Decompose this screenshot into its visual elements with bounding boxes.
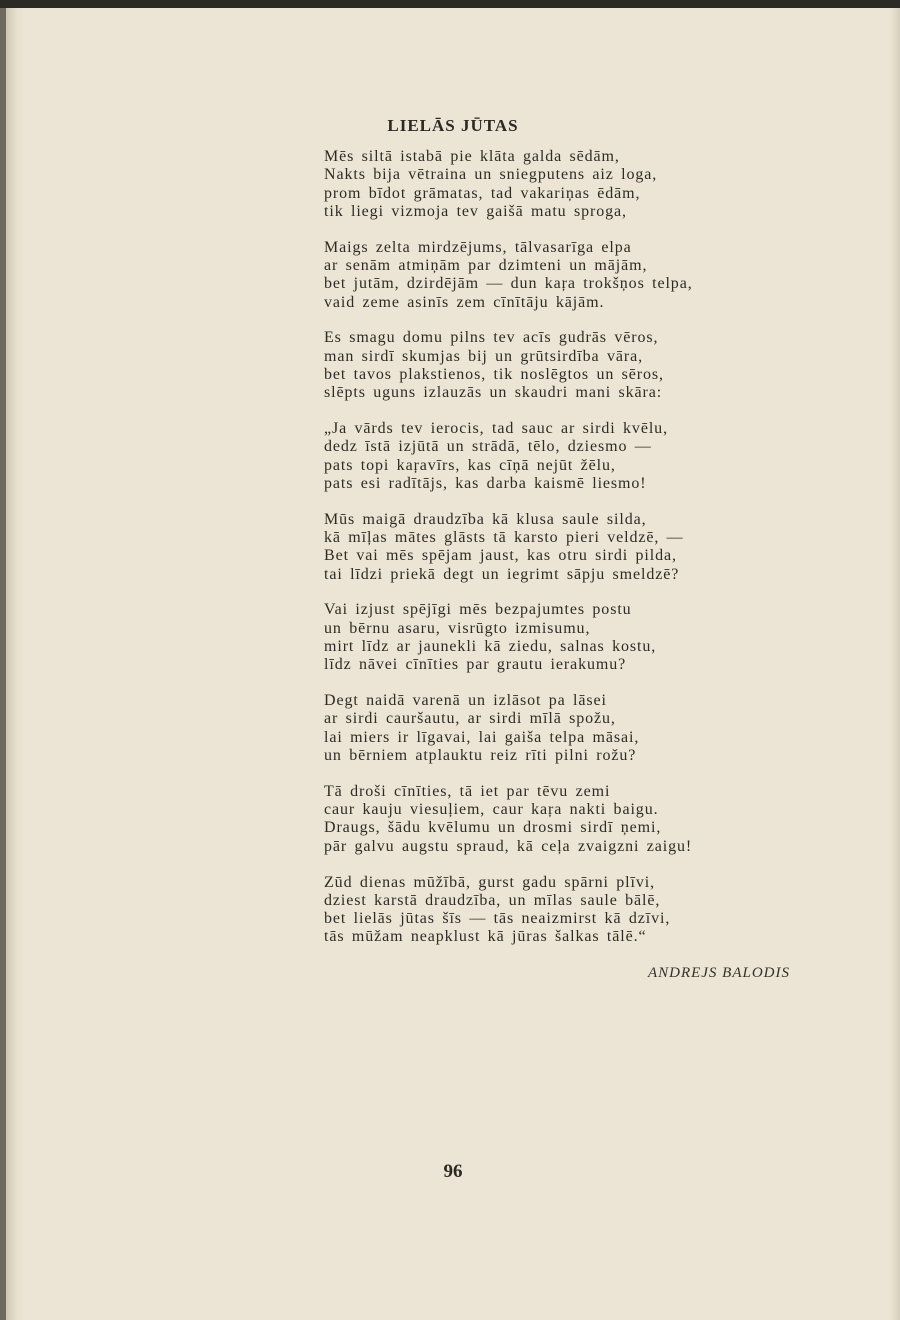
poem-line: dedz īstā izjūtā un strādā, tēlo, dziesmo — — [324, 438, 652, 456]
stanza — [324, 148, 784, 221]
page-edge — [890, 8, 900, 1320]
poem-line: līdz nāvei cīnīties par grautu ierakumu? — [324, 656, 627, 674]
stanza — [324, 329, 784, 402]
poem-line: Vai izjust spējīgi mēs bezpajumtes postu — [324, 601, 632, 619]
poem-line: ar sirdi cauršautu, ar sirdi mīlā spožu, — [324, 710, 616, 728]
poem-line: slēpts uguns izlauzās un skaudri mani skāra: — [324, 384, 663, 402]
author-signature: ANDREJS BALODIS — [647, 965, 790, 981]
poem-line: bet jutām, dzirdējām — dun kaŗa trokšņos telpa, — [324, 275, 693, 293]
poem-line: Bet vai mēs spējam jaust, kas otru sirdi pilda, — [324, 547, 677, 565]
book-page — [6, 8, 900, 1320]
poem-line: bet tavos plakstienos, tik noslēgtos un sēros, — [324, 365, 664, 383]
poem-line: Draugs, šādu kvēlumu un drosmi sirdī ņemi, — [324, 819, 662, 837]
poem-line: tai līdzi priekā degt un iegrimt sāpju smeldzē? — [324, 565, 680, 583]
poem-line: kā mīļas mātes glāsts tā karsto pieri veldzē, — — [324, 529, 684, 547]
poem-line: tās mūžam neapklust kā jūras šalkas tālē.“ — [324, 928, 647, 946]
poem-line: pats esi radītājs, kas darba kaismē liesmo! — [324, 474, 647, 492]
poem-line: Zūd dienas mūžībā, gurst gadu spārni plīvi, — [324, 873, 655, 891]
poem-line: Degt naidā varenā un izlāsot pa lāsei — [324, 692, 607, 710]
poem-line: Maigs zelta mirdzējums, tālvasarīga elpa — [324, 238, 632, 256]
poem-line: man sirdī skumjas bij un grūtsirdība vāra, — [324, 347, 643, 365]
poem-line: Mūs maigā draudzība kā klusa saule silda, — [324, 510, 647, 528]
poem-line: ar senām atmiņām par dzimteni un mājām, — [324, 256, 648, 274]
poem-line: Mēs siltā istabā pie klāta galda sēdām, — [324, 148, 620, 165]
stanza — [324, 420, 784, 493]
poem-line: pats topi kaŗavīrs, kas cīņā nejūt žēlu, — [324, 456, 616, 474]
poem-line: tik liegi vizmoja tev gaišā matu sproga, — [324, 202, 627, 220]
poem-line: „Ja vārds tev ierocis, tad sauc ar sirdi kvēlu, — [324, 420, 668, 438]
poem-line: un bērnu asaru, visrūgto izmisumu, — [324, 619, 591, 637]
poem-line: dziest karstā draudzība, un mīlas saule bālē, — [324, 891, 661, 909]
stanza — [324, 874, 784, 947]
poem-line: caur kauju viesuļiem, caur kaŗa nakti baigu. — [324, 801, 659, 819]
page-number: 96 — [443, 1161, 463, 1182]
poem-line: Nakts bija vētraina un sniegputens aiz loga, — [324, 166, 658, 184]
poem-line: un bērniem atplauktu reiz rīti pilni rožu? — [324, 747, 637, 765]
poem-title: LIELĀS JŪTAS — [387, 116, 519, 135]
poem-line: prom bīdot grāmatas, tad vakariņas ēdām, — [324, 184, 641, 202]
stanza — [324, 601, 784, 674]
stanza — [324, 239, 784, 312]
poem-body — [324, 148, 784, 964]
poem-line: pār galvu augstu spraud, kā ceļa zvaigzni zaigu! — [324, 837, 693, 855]
poem-line: Tā droši cīnīties, tā iet par tēvu zemi — [324, 782, 611, 800]
stanza — [324, 783, 784, 856]
poem-line: bet lielās jūtas šīs — tās neaizmirst kā dzīvi, — [324, 910, 671, 928]
stanza — [324, 511, 784, 584]
poem-line: vaid zeme asinīs zem cīnītāju kājām. — [324, 293, 605, 311]
book-top-edge — [0, 0, 900, 8]
poem-line: mirt līdz ar jaunekli kā ziedu, salnas kostu, — [324, 638, 657, 656]
stanza — [324, 692, 784, 765]
spine-shadow — [6, 8, 24, 1320]
poem-line: lai miers ir līgavai, lai gaiša telpa māsai, — [324, 728, 640, 746]
poem-line: Es smagu domu pilns tev acīs gudrās vēros, — [324, 329, 659, 347]
